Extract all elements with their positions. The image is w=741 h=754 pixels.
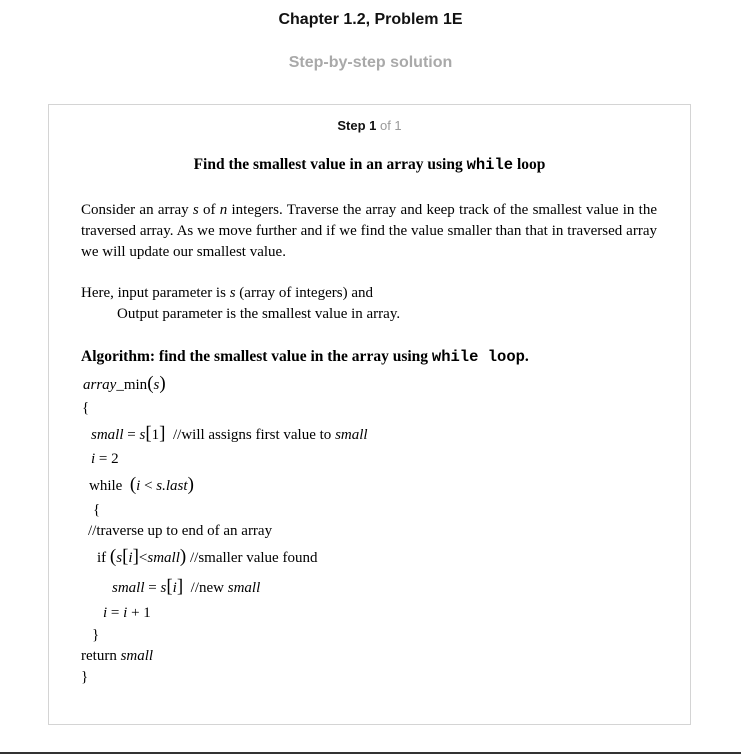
para-text-1: Consider an array [81, 202, 193, 218]
upd-bracket-close: ] [176, 576, 184, 597]
inner-open-brace: { [93, 502, 101, 518]
input-var-s: s [229, 285, 236, 301]
input-parameter-line [81, 285, 373, 302]
inc-plus: + 1 [127, 605, 151, 621]
input-text-2: (array of integers) and [235, 285, 373, 301]
heading-suffix: loop [513, 156, 546, 173]
upd-eq: = [144, 580, 161, 596]
while-last: s.last [156, 478, 188, 494]
if-comment: //smaller value found [189, 550, 318, 566]
inner-close-brace: } [92, 627, 100, 643]
init-bracket-open: [ [145, 423, 152, 444]
i-var: i [91, 451, 96, 467]
if-s: s [116, 550, 123, 566]
upd-comment-var: small [227, 580, 261, 596]
para-text-2: of [198, 202, 220, 218]
return-var: small [120, 648, 154, 664]
upd-i-var: i [172, 580, 177, 596]
algo-heading-suffix: . [524, 348, 529, 365]
fn-arg: s [153, 377, 160, 393]
upd-bracket-open: [ [166, 576, 173, 597]
upd-comment: //new [190, 580, 228, 596]
heading-code: while [466, 156, 514, 174]
input-text: Here, input parameter is [81, 285, 230, 301]
solution-heading [48, 156, 691, 174]
while-line [89, 474, 194, 496]
init-small-var: small [91, 427, 124, 443]
close-brace: } [81, 669, 89, 685]
para-text-3: integers. Traverse the array and keep track of the smallest value in the traversed array. As we move further and if we find the value smaller than that in traversed array we will update our smallest value. [81, 202, 657, 260]
if-small: small [147, 550, 180, 566]
while-paren-open: ( [129, 474, 137, 495]
step-label: Step 1 [337, 118, 377, 133]
upd-small-var: small [112, 580, 145, 596]
intro-paragraph [81, 200, 657, 263]
fn-paren-close: ) [159, 373, 166, 394]
if-paren-close: ) [179, 546, 187, 567]
init-eq: = [123, 427, 140, 443]
update-small-line [112, 576, 260, 598]
inc-i2: i [123, 605, 128, 621]
para-var-n: n [219, 202, 228, 218]
fn-paren-open: ( [147, 373, 154, 394]
upd-s-var: s [160, 580, 167, 596]
if-line [97, 546, 317, 568]
fn-name: array [83, 377, 117, 393]
init-i-line [91, 451, 119, 468]
return-line [81, 648, 153, 665]
inc-i: i [103, 605, 108, 621]
if-keyword: if [97, 550, 107, 566]
algorithm-heading [81, 348, 529, 366]
init-index: 1 [151, 427, 160, 443]
traverse-comment: //traverse up to end of an array [88, 523, 273, 539]
if-i: i [128, 550, 133, 566]
step-indicator [48, 118, 691, 133]
i-init: = 2 [95, 451, 119, 467]
while-paren-close: ) [187, 474, 194, 495]
while-i: i [136, 478, 141, 494]
if-paren-open: ( [109, 546, 117, 567]
if-bracket-open: [ [122, 546, 129, 567]
fn-underscore: _ [116, 377, 124, 393]
while-keyword: while [89, 478, 123, 494]
init-bracket-close: ] [159, 423, 166, 444]
init-s-var: s [139, 427, 146, 443]
solution-subtitle: Step-by-step solution [288, 54, 453, 71]
open-brace: { [82, 400, 90, 416]
increment-line [103, 605, 151, 622]
inc-eq: = [107, 605, 124, 621]
output-parameter-line: Output parameter is the smallest value in array. [117, 306, 401, 322]
algo-heading-text: Algorithm: find the smallest value in the array using [81, 348, 432, 365]
chapter-title: Chapter 1.2, Problem 1E [278, 11, 463, 28]
heading-text: Find the smallest value in an array using [193, 156, 467, 173]
if-lt: < [138, 550, 148, 566]
while-lt: < [140, 478, 157, 494]
init-comment: //will assigns first value to [172, 427, 336, 443]
init-small-line [91, 423, 368, 445]
algo-heading-code: while loop [431, 348, 525, 366]
para-var-s: s [192, 202, 199, 218]
function-signature [83, 373, 166, 395]
init-comment-var: small [335, 427, 368, 443]
step-total: of 1 [376, 118, 402, 133]
fn-min: min [123, 377, 148, 393]
if-bracket-close: ] [132, 546, 139, 567]
solution-card [48, 104, 691, 725]
return-keyword: return [81, 648, 121, 664]
